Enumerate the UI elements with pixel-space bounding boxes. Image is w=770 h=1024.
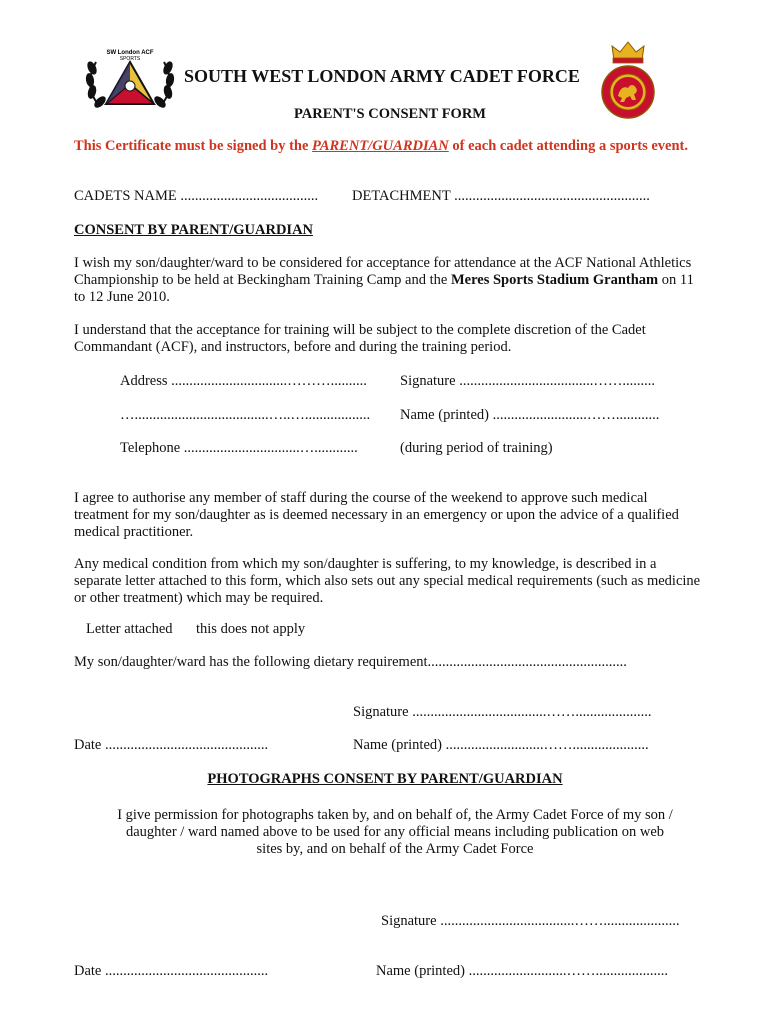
telephone-field[interactable]: Telephone ................................…............ [120,440,358,456]
name-printed-field-3[interactable]: Name (printed) ...........................…….................... [376,963,668,979]
photographs-consent-heading: PHOTOGRAPHS CONSENT BY PARENT/GUARDIAN [207,771,563,787]
consent-p1-text-b: on 11 to 12 June 2010. [74,272,694,305]
address-line-2-field[interactable]: ….....................................…..….................. [120,407,371,423]
signing-notice [74,138,704,155]
name-printed-field[interactable]: Name (printed) ..........................……............ [400,407,660,423]
dietary-requirement-field[interactable]: My son/daughter/ward has the following dietary requirement....................................................... [74,654,627,670]
emblem-text-2: SPORTS [119,56,141,62]
signature-field-3[interactable]: Signature .....................................……..................... [381,913,680,929]
notice-text-2: of each cadet attending a sports event. [448,138,688,154]
consent-p1-venue: Meres Sports Stadium Grantham [450,272,659,288]
photos-consent-line-3: sites by, and on behalf of the Army Cadet Force [256,841,534,857]
page-title: SOUTH WEST LONDON ARMY CADET FORCE [184,66,580,86]
sw-london-acf-sports-emblem [84,46,176,112]
signature-field[interactable]: Signature .....................................……......... [400,373,655,389]
does-not-apply-option[interactable]: this does not apply [196,621,306,637]
name-printed-field-2[interactable]: Name (printed) ...........................……..................... [353,737,649,753]
form-subtitle: PARENT'S CONSENT FORM [293,106,486,122]
medical-authorisation-paragraph: I agree to authorise any member of staff during the course of the weekend to approve such medical treatment for my son/daughter as is deemed necessary in an emergency or upon the advice of a qualified medical practitioner. [74,490,679,540]
medical-condition-paragraph: Any medical condition from which my son/daughter is suffering, to my knowledge, is described in a separate letter attached to this form, which also sets out any special medical requirements (such as medicine or other treatment) which may be required. [74,556,701,606]
date-field[interactable]: Date ............................................. [74,737,269,753]
signature-field-2[interactable]: Signature .....................................……..................... [353,704,652,720]
date-field-2[interactable]: Date ............................................. [74,963,269,979]
consent-heading: CONSENT BY PARENT/GUARDIAN [74,222,314,238]
cadets-name-field[interactable]: CADETS NAME ...................................... [74,188,319,204]
emblem-text-1: SW London ACF [106,50,154,56]
consent-paragraph-1 [74,255,699,306]
photos-consent-line-1: I give permission for photographs taken by, and on behalf of, the Army Cadet Force of my son / [117,807,673,823]
photos-consent-line-2: daughter / ward named above to be used for any official means including publication on web [125,824,665,840]
letter-attached-option[interactable]: Letter attached [86,621,173,637]
address-field[interactable]: Address ................................……….......... [120,373,367,389]
notice-emphasis: PARENT/GUARDIAN [312,138,449,154]
notice-text-1: This Certificate must be signed by the [74,138,313,154]
training-period-note: (during period of training) [400,440,553,456]
consent-paragraph-2: I understand that the acceptance for training will be subject to the complete discretion of the Cadet Commandant (ACF), and instructors, before and during the training period. [74,322,646,355]
detachment-field[interactable]: DETACHMENT ...................................................... [352,188,650,204]
consent-p1-text-a: I wish my son/daughter/ward to be considered for acceptance for attendance at the ACF National Athletics Championship to be held at Beckingham Training Camp and the [74,255,692,288]
